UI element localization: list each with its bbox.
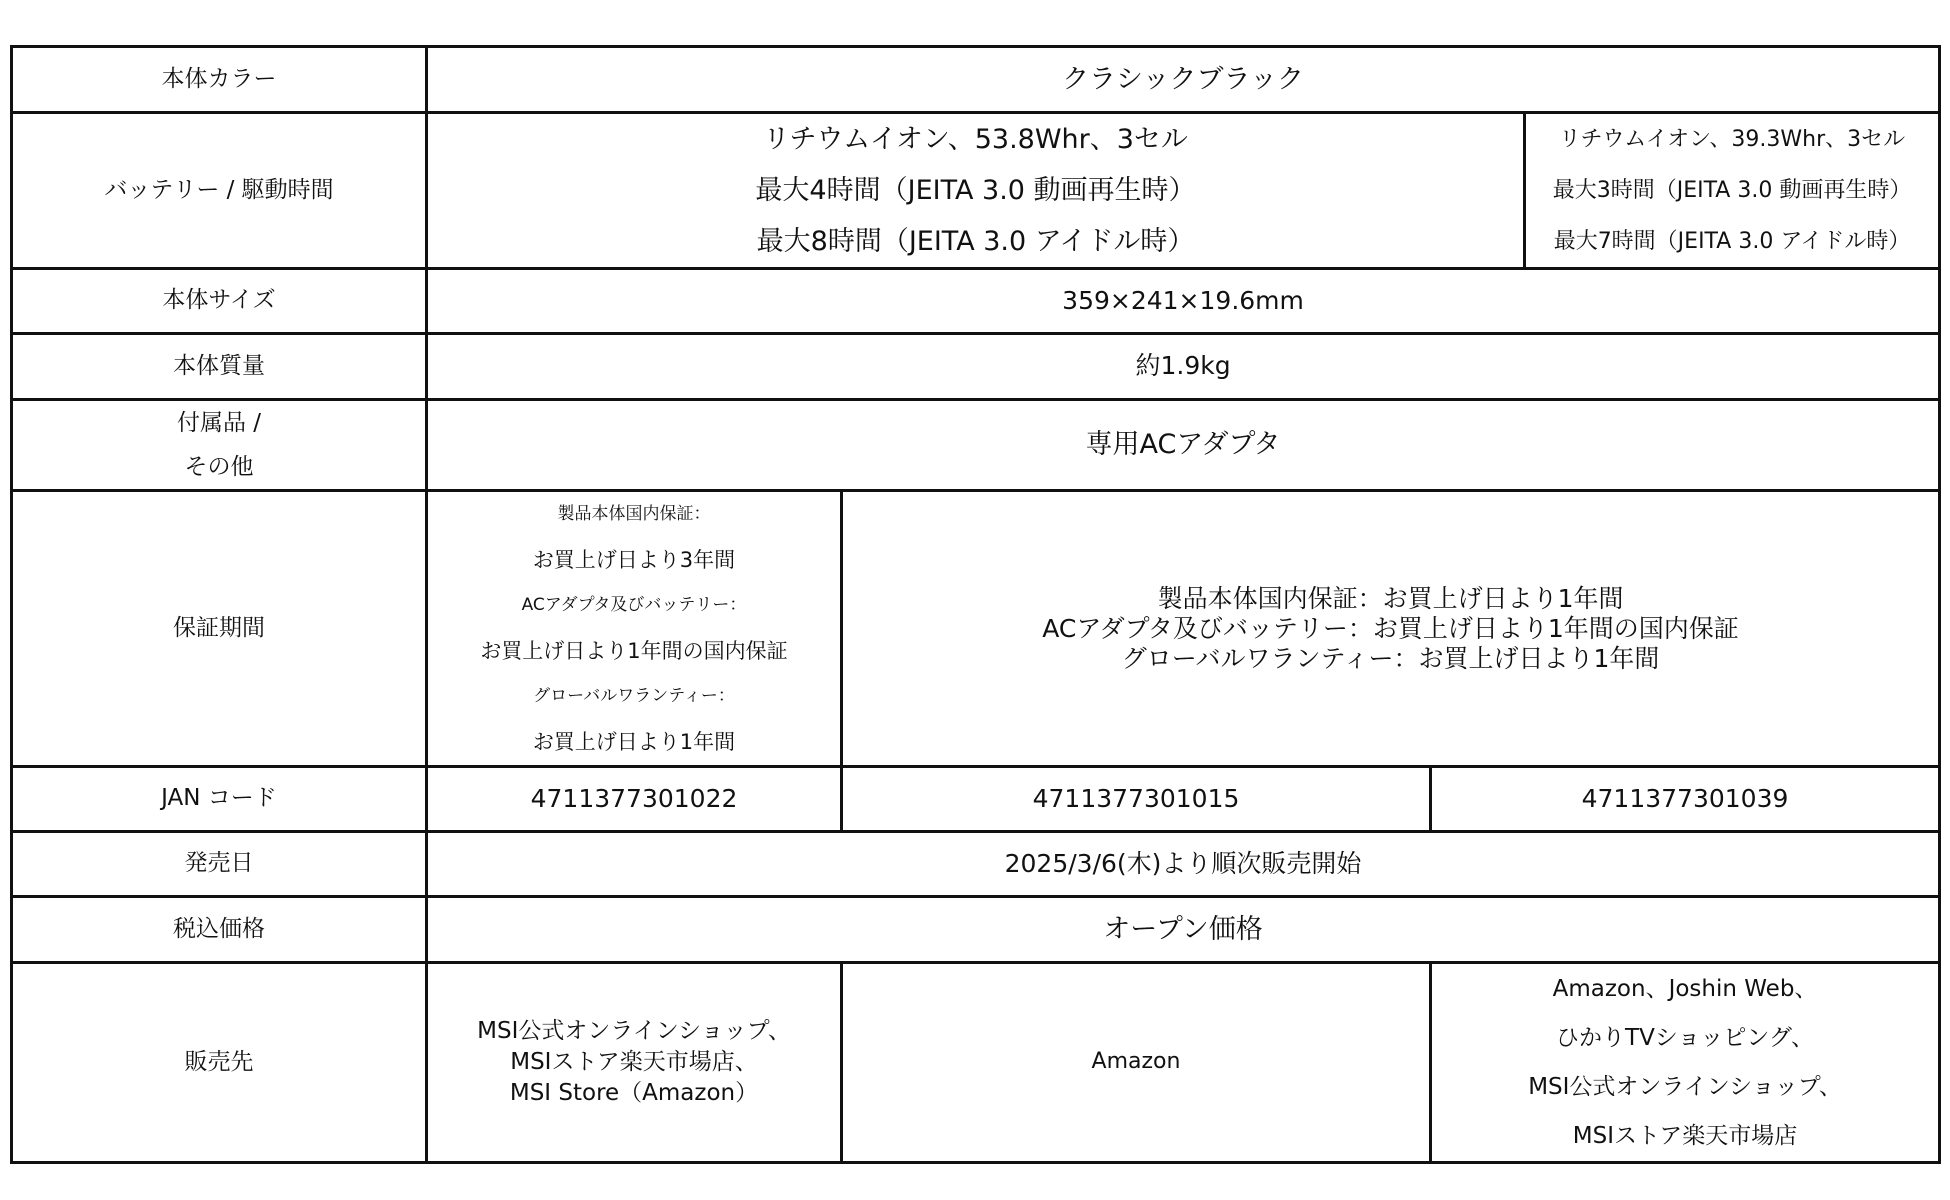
label-battery: バッテリー / 駆動時間 <box>12 113 427 269</box>
row-warranty <box>12 491 1940 767</box>
shop-line: MSI公式オンラインショップ、 <box>1528 1073 1842 1100</box>
warranty-line: 製品本体国内保証： <box>557 504 711 524</box>
label-weight: 本体質量 <box>12 334 427 400</box>
label-color: 本体カラー <box>12 47 427 113</box>
row-accessories <box>12 400 1940 491</box>
shop-line: MSI公式オンラインショップ、 <box>477 1018 791 1044</box>
value-accessories: 専用ACアダプタ <box>427 400 1940 491</box>
warranty-line: ACアダプタ及びバッテリー：お買上げ日より1年間の国内保証 <box>1042 613 1739 643</box>
row-weight <box>12 334 1940 400</box>
shop-line: MSI Store（Amazon） <box>509 1080 759 1106</box>
row-price <box>12 897 1940 963</box>
value-release: 2025/3/6(木)より順次販売開始 <box>427 832 1940 897</box>
value-weight: 約1.9kg <box>427 334 1940 400</box>
shop-line: Amazon、Joshin Web、 <box>1552 975 1818 1002</box>
battery-main-line: 最大4時間（JEITA 3.0 動画再生時） <box>755 175 1196 206</box>
spec-table <box>10 45 1941 1164</box>
value-shops-col2: Amazon <box>842 963 1431 1163</box>
value-shops-col1 <box>427 963 842 1163</box>
row-size <box>12 269 1940 334</box>
value-jan-1: 4711377301022 <box>427 767 842 832</box>
value-price: オープン価格 <box>427 897 1940 963</box>
row-shops <box>12 963 1940 1163</box>
label-warranty: 保証期間 <box>12 491 427 767</box>
warranty-line: ACアダプタ及びバッテリー： <box>521 595 747 615</box>
row-battery <box>12 113 1940 269</box>
value-shops-col3 <box>1431 963 1940 1163</box>
value-jan-2: 4711377301015 <box>842 767 1431 832</box>
row-color <box>12 47 1940 113</box>
label-jan: JAN コード <box>12 767 427 832</box>
battery-side-line: リチウムイオン、39.3Whr、3セル <box>1558 127 1906 152</box>
label-release: 発売日 <box>12 832 427 897</box>
value-battery-side <box>1525 113 1940 269</box>
row-jan <box>12 767 1940 832</box>
warranty-line: お買上げ日より1年間 <box>532 730 736 754</box>
accessories-label-line: その他 <box>184 454 254 480</box>
shop-line: ひかりTVショッピング、 <box>1556 1024 1814 1051</box>
accessories-label-line: 付属品 / <box>176 410 262 436</box>
value-battery-main <box>427 113 1525 269</box>
label-shops: 販売先 <box>12 963 427 1163</box>
battery-main-line: 最大8時間（JEITA 3.0 アイドル時） <box>756 226 1195 257</box>
value-warranty-col1 <box>427 491 842 767</box>
value-size: 359×241×19.6mm <box>427 269 1940 334</box>
label-accessories <box>12 400 427 491</box>
warranty-line: お買上げ日より3年間 <box>532 548 736 572</box>
label-size: 本体サイズ <box>12 269 427 334</box>
warranty-line: 製品本体国内保証：お買上げ日より1年間 <box>1157 583 1624 613</box>
value-warranty-col2 <box>842 491 1940 767</box>
warranty-line: グローバルワランティー：お買上げ日より1年間 <box>1121 643 1660 673</box>
battery-side-line: 最大3時間（JEITA 3.0 動画再生時） <box>1552 178 1912 203</box>
row-release <box>12 832 1940 897</box>
battery-side-line: 最大7時間（JEITA 3.0 アイドル時） <box>1553 229 1911 254</box>
value-color: クラシックブラック <box>427 47 1940 113</box>
battery-main-line: リチウムイオン、53.8Whr、3セル <box>763 124 1188 155</box>
warranty-line: お買上げ日より1年間の国内保証 <box>480 639 788 663</box>
label-price: 税込価格 <box>12 897 427 963</box>
shop-line: MSIストア楽天市場店、 <box>510 1049 758 1075</box>
shop-line: MSIストア楽天市場店 <box>1572 1122 1798 1149</box>
warranty-line: グローバルワランティー： <box>533 686 735 706</box>
value-jan-3: 4711377301039 <box>1431 767 1940 832</box>
